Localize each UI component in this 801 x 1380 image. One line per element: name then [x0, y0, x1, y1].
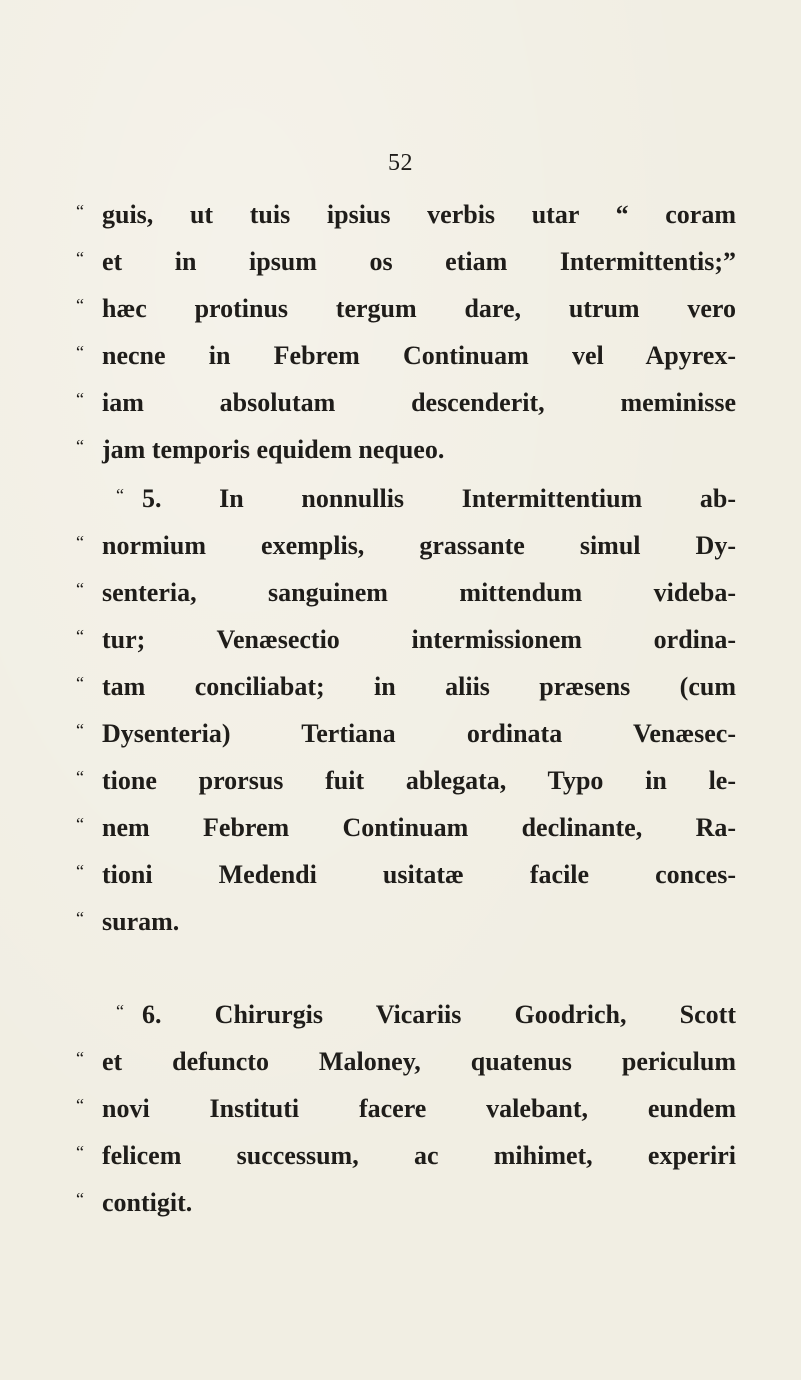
text-line — [76, 294, 736, 341]
text-line — [76, 247, 736, 294]
line-text: felicem successum, ac mihimet, experiri — [102, 1141, 736, 1170]
line-text: normium exemplis, grassante simul Dy- — [102, 531, 736, 560]
text-line — [76, 578, 736, 625]
opening-quote-mark: “ — [76, 342, 84, 362]
opening-quote-mark: “ — [76, 626, 84, 646]
opening-quote-mark: “ — [76, 1048, 84, 1068]
text-line — [76, 1047, 736, 1094]
opening-quote-mark: “ — [76, 201, 84, 221]
text-line — [76, 1141, 736, 1188]
text-line — [76, 200, 736, 247]
text-line — [76, 719, 736, 766]
opening-quote-mark: “ — [76, 389, 84, 409]
text-line — [76, 484, 736, 531]
text-line — [76, 907, 736, 954]
opening-quote-mark: “ — [116, 485, 124, 505]
paragraph-2 — [76, 484, 736, 954]
text-line — [76, 435, 736, 482]
opening-quote-mark: “ — [76, 295, 84, 315]
page-number: 52 — [388, 150, 413, 176]
line-text: 5. In nonnullis Intermittentium ab- — [142, 484, 736, 513]
text-line — [76, 388, 736, 435]
text-line — [76, 341, 736, 388]
text-line — [76, 766, 736, 813]
opening-quote-mark: “ — [76, 1142, 84, 1162]
opening-quote-mark: “ — [76, 532, 84, 552]
line-text: tione prorsus fuit ablegata, Typo in le- — [102, 766, 736, 795]
line-text: Dysenteria) Tertiana ordinata Venæsec- — [102, 719, 736, 748]
opening-quote-mark: “ — [116, 1001, 124, 1021]
line-text: tur; Venæsectio intermissionem ordina- — [102, 625, 736, 654]
opening-quote-mark: “ — [76, 1189, 84, 1209]
line-text: suram. — [102, 907, 180, 936]
opening-quote-mark: “ — [76, 579, 84, 599]
text-line — [76, 813, 736, 860]
text-line — [76, 1094, 736, 1141]
line-text: contigit. — [102, 1188, 193, 1217]
opening-quote-mark: “ — [76, 767, 84, 787]
opening-quote-mark: “ — [76, 248, 84, 268]
line-text: jam temporis equidem nequeo. — [102, 435, 445, 464]
opening-quote-mark: “ — [76, 436, 84, 456]
line-text: tioni Medendi usitatæ facile conces- — [102, 860, 736, 889]
opening-quote-mark: “ — [76, 908, 84, 928]
line-text: necne in Febrem Continuam vel Apyrex- — [102, 341, 736, 370]
opening-quote-mark: “ — [76, 814, 84, 834]
text-line — [76, 625, 736, 672]
opening-quote-mark: “ — [76, 673, 84, 693]
paragraph-3 — [76, 1000, 736, 1235]
line-text: et defuncto Maloney, quatenus periculum — [102, 1047, 736, 1076]
opening-quote-mark: “ — [76, 720, 84, 740]
line-text: 6. Chirurgis Vicariis Goodrich, Scott — [142, 1000, 736, 1029]
text-line — [76, 860, 736, 907]
line-text: tam conciliabat; in aliis præsens (cum — [102, 672, 736, 701]
line-text: novi Instituti facere valebant, eundem — [102, 1094, 736, 1123]
opening-quote-mark: “ — [76, 861, 84, 881]
paragraph-1 — [76, 200, 736, 482]
text-line — [76, 531, 736, 578]
text-line — [76, 672, 736, 719]
text-line — [76, 1000, 736, 1047]
line-text: guis, ut tuis ipsius verbis utar “ coram — [102, 200, 736, 229]
line-text: et in ipsum os etiam Intermittentis;” — [102, 247, 736, 276]
line-text: nem Febrem Continuam declinante, Ra- — [102, 813, 736, 842]
line-text: hæc protinus tergum dare, utrum vero — [102, 294, 736, 323]
text-line — [76, 1188, 736, 1235]
line-text: iam absolutam descenderit, meminisse — [102, 388, 736, 417]
opening-quote-mark: “ — [76, 1095, 84, 1115]
line-text: senteria, sanguinem mittendum videba- — [102, 578, 736, 607]
